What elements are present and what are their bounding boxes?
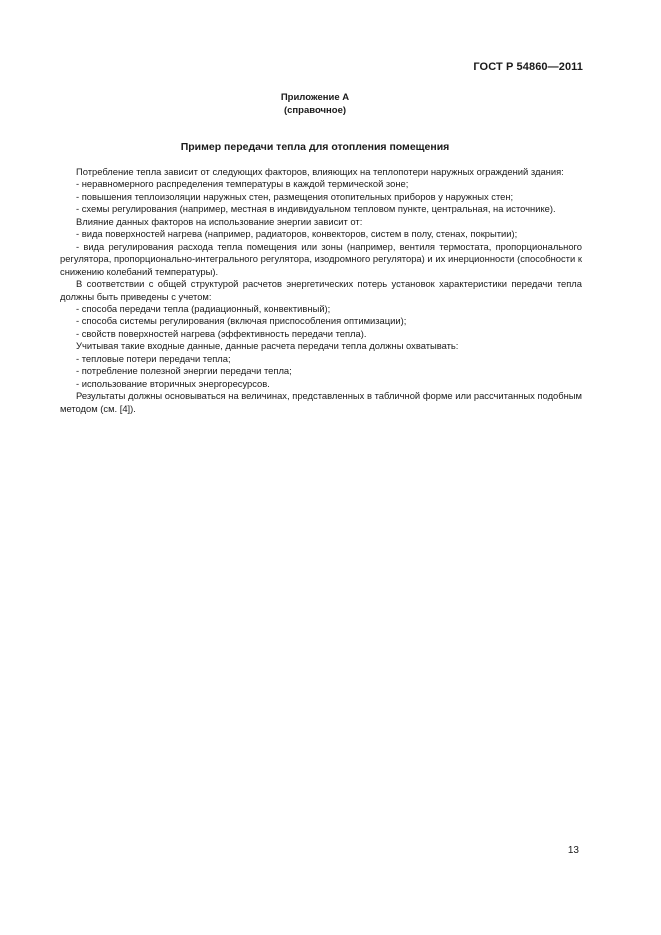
paragraph: Влияние данных факторов на использование энергии зависит от: (76, 215, 363, 227)
paragraph: Учитывая такие входные данные, данные расчета передачи тепла должны охватывать: (76, 340, 459, 352)
list-item: - схемы регулирования (например, местная в индивидуальном тепловом пункте, центральная, на источнике). (76, 203, 556, 215)
list-item: - использование вторичных энергоресурсов. (76, 377, 270, 389)
appendix-heading (0, 91, 630, 117)
page-number: 13 (567, 845, 579, 856)
standard-code: ГОСТ Р 54860—2011 (473, 61, 583, 73)
body-text (60, 166, 582, 415)
list-item: - неравномерного распределения температуры в каждой термической зоне; (76, 178, 409, 190)
list-item: - повышения теплоизоляции наружных стен, размещения отопительных приборов у наружных стен; (76, 190, 514, 202)
list-item: - вида поверхностей нагрева (например, радиаторов, конвекторов, систем в полу, стенах, покрытии); (76, 228, 518, 240)
list-item: - потребление полезной энергии передачи тепла; (76, 365, 292, 377)
paragraph: Потребление тепла зависит от следующих факторов, влияющих на теплопотери наружных ограждений здания: (76, 166, 564, 177)
paragraph: В соответствии с общей структурой расчетов энергетических потерь установок характеристики передачи тепла должны быть приведены с учетом: (60, 278, 582, 302)
list-item: - способа передачи тепла (радиационный, конвективный); (76, 302, 331, 314)
list-item: - способа системы регулирования (включая приспособления оптимизации); (76, 315, 407, 327)
list-item: - свойств поверхностей нагрева (эффективность передачи тепла). (76, 327, 367, 339)
appendix-title: Приложение А (280, 92, 350, 103)
appendix-subtitle: (справочное) (283, 105, 347, 116)
list-item: - вида регулирования расхода тепла помещения или зоны (например, вентиля термостата, пропорционального регулятора, пропорционально-интегрального регулятора, изодромного регулятора) и их инерционности (способности к снижению колебаний температуры). (60, 240, 582, 277)
list-item: - тепловые потери передачи тепла; (76, 352, 231, 364)
paragraph: Результаты должны основываться на величинах, представленных в табличной форме или рассчитанных подобным методом (см. [4]). (60, 390, 582, 414)
section-title: Пример передачи тепла для отопления помещения (180, 141, 450, 153)
